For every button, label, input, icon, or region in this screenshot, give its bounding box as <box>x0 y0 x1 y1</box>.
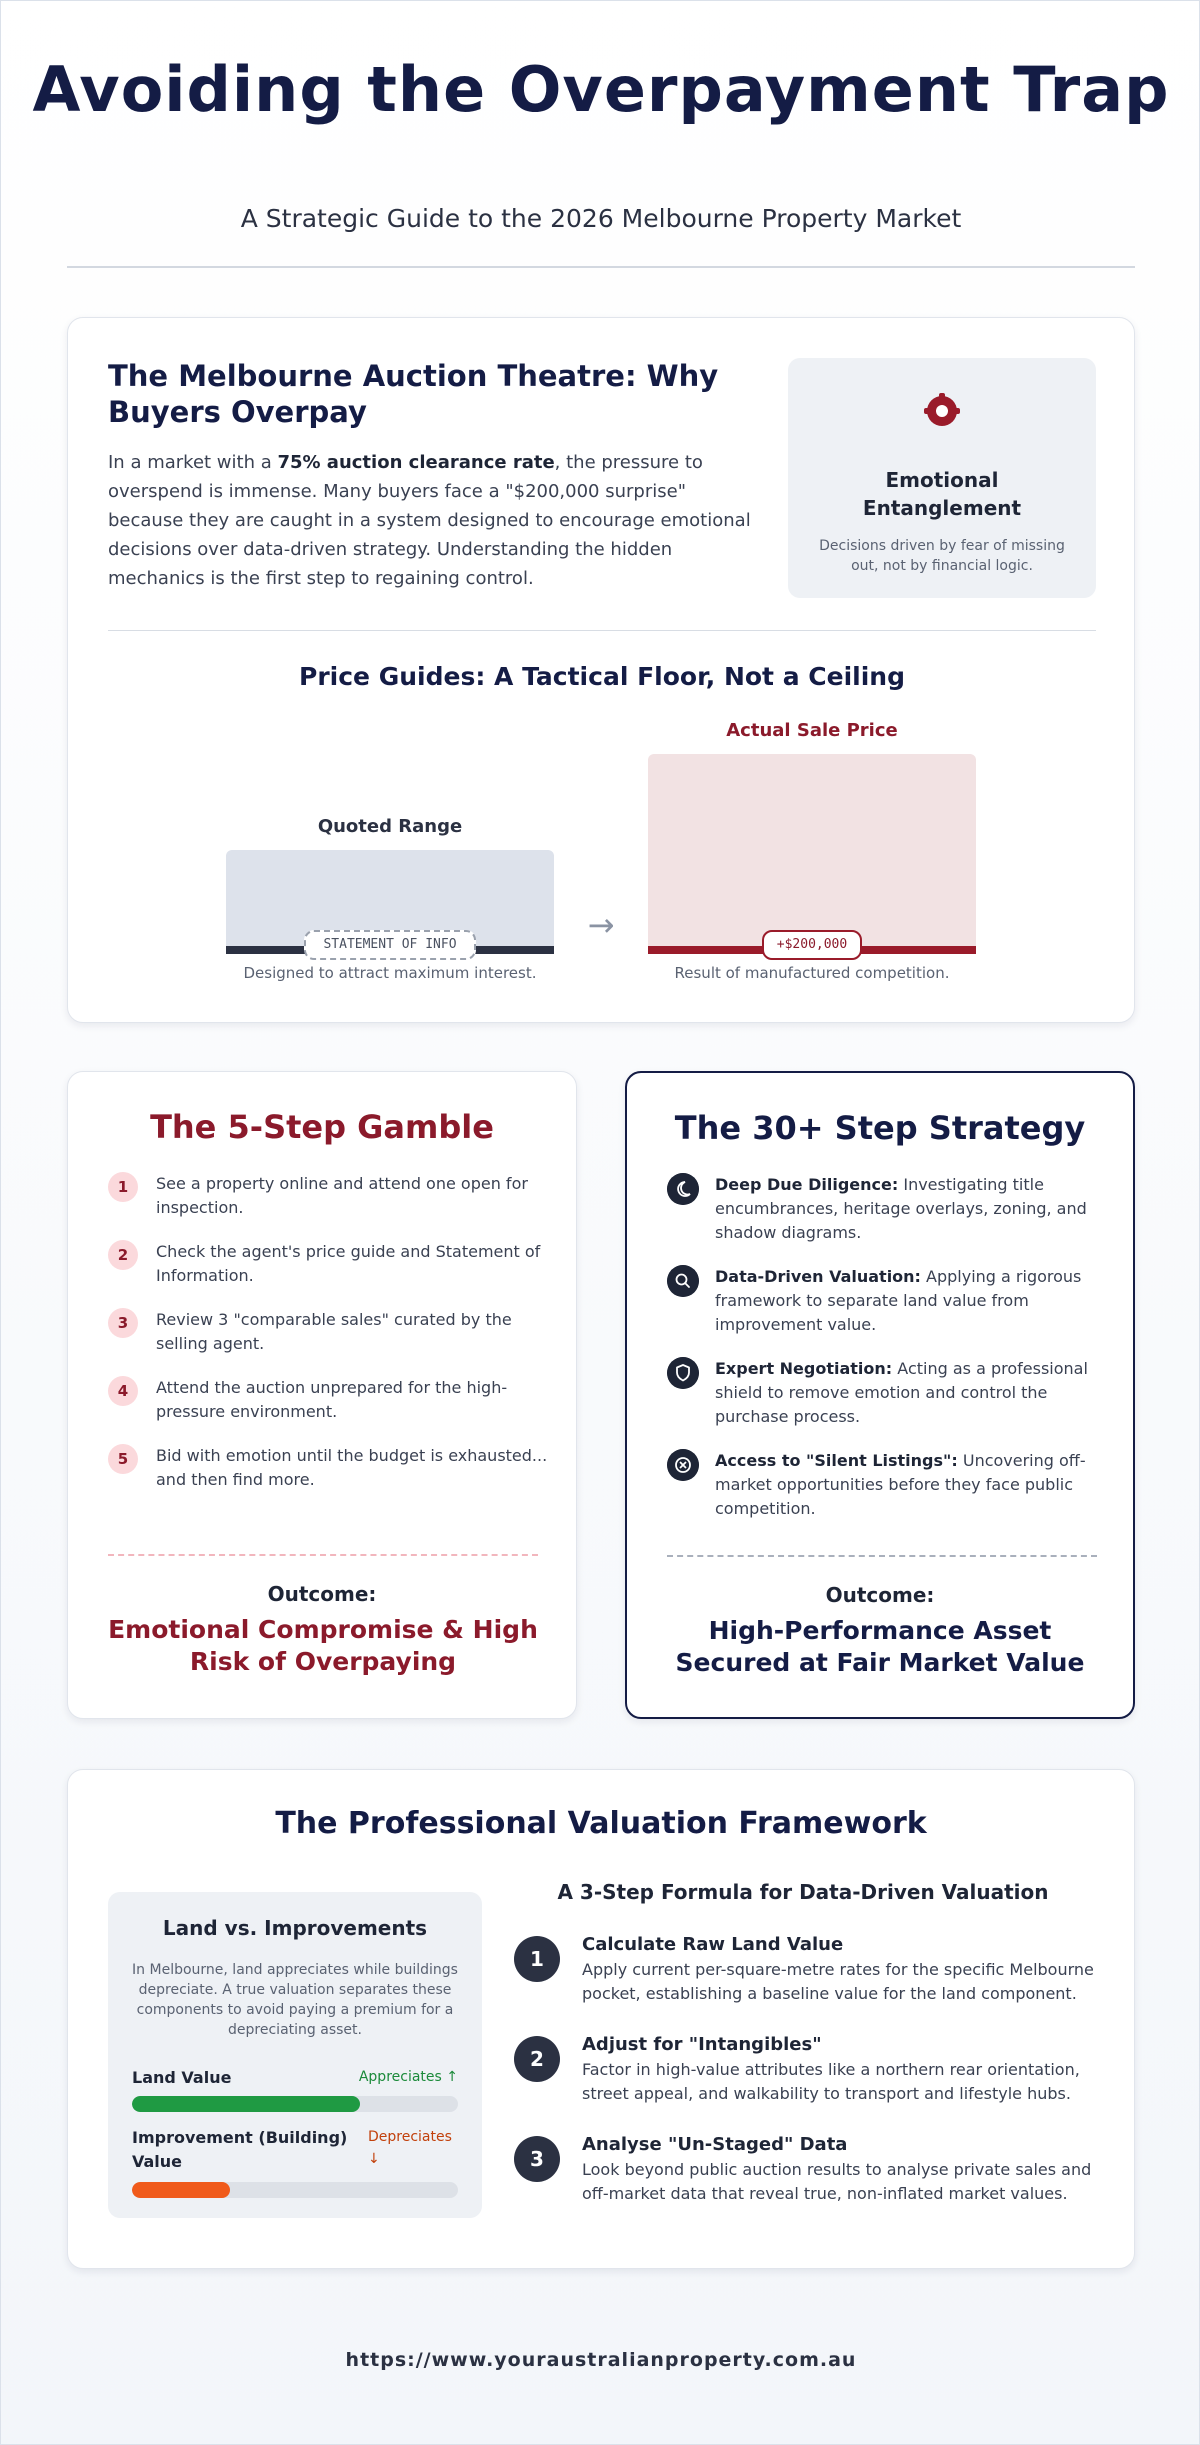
formula-step-text: Look beyond public auction results to analyse private sales and off-market data that reveal true, non-inflated market values. <box>582 2160 1092 2203</box>
strategy-item <box>667 1265 1107 1357</box>
heart-lock-icon <box>919 388 965 434</box>
formula-step-text: Apply current per-square-metre rates for the specific Melbourne pocket, establishing a baseline value for the land component. <box>582 1960 1094 2003</box>
step-text: See a property online and attend one open for inspection. <box>156 1174 528 1217</box>
shield-icon <box>667 1357 699 1389</box>
thirty-step-strategy-title: The 30+ Step Strategy <box>674 1109 1086 1147</box>
gamble-step <box>108 1240 548 1308</box>
gamble-step <box>108 1308 548 1376</box>
strategy-item <box>667 1357 1107 1449</box>
actual-sale-price-bar <box>648 754 976 954</box>
thirty-step-strategy-card <box>625 1071 1135 1719</box>
strategy-list <box>667 1173 1107 1541</box>
formula-steps-list <box>514 1932 1104 2222</box>
formula-step-title: Adjust for "Intangibles" <box>582 2034 822 2055</box>
strategy-item-text: Applying a rigorous framework to separate land value from improvement value. <box>715 1267 1082 1334</box>
five-step-gamble-title: The 5-Step Gamble <box>150 1108 494 1146</box>
strategy-outcome: High-Performance Asset Secured at Fair Market Value <box>675 1616 1085 1677</box>
x-circle-icon <box>667 1449 699 1481</box>
strategy-item-text: Acting as a professional shield to remove emotion and control the purchase process. <box>715 1359 1088 1426</box>
land-vs-improvements-title: Land vs. Improvements <box>162 1916 428 1940</box>
strategy-item-title: Deep Due Diligence: <box>715 1175 899 1194</box>
land-vs-improvements-text: In Melbourne, land appreciates while buildings depreciate. A true valuation separates these components to avoid paying a premium for a depreciating asset. <box>132 1962 458 2038</box>
page-subtitle: A Strategic Guide to the 2026 Melbourne Property Market <box>240 204 962 233</box>
meter-track <box>132 2182 458 2198</box>
auction-theatre-body <box>108 448 758 593</box>
formula-step <box>514 2032 1104 2132</box>
step-number: 1 <box>108 1172 138 1202</box>
gamble-step <box>108 1172 548 1240</box>
formula-step-number: 1 <box>514 1936 560 1982</box>
outcome-label: Outcome: <box>825 1583 935 1607</box>
step-text: Attend the auction unprepared for the high-pressure environment. <box>156 1378 508 1421</box>
formula-step <box>514 2132 1104 2222</box>
formula-title: A 3-Step Formula for Data-Driven Valuation <box>557 1880 1049 1904</box>
strategy-item <box>667 1449 1107 1541</box>
strategy-item-title: Expert Negotiation: <box>715 1359 893 1378</box>
moon-icon <box>667 1173 699 1205</box>
formula-step-title: Calculate Raw Land Value <box>582 1934 844 1955</box>
step-text: Review 3 "comparable sales" curated by the selling agent. <box>156 1310 512 1353</box>
price-guides-title: Price Guides: A Tactical Floor, Not a Ceiling <box>299 662 905 691</box>
statement-of-info-tag: STATEMENT OF INFO <box>304 930 476 960</box>
meter-status: Depreciates ↓ <box>368 2129 452 2167</box>
section-divider <box>108 630 1096 631</box>
meter-label: Improvement (Building) Value <box>132 2128 348 2171</box>
step-number: 3 <box>108 1308 138 1338</box>
step-text: Check the agent's price guide and Statement of Information. <box>156 1242 541 1285</box>
emotional-entanglement-title: Emotional Entanglement <box>862 468 1022 520</box>
five-step-gamble-card <box>67 1071 577 1719</box>
meter-track <box>132 2096 458 2112</box>
arrow-right-icon: → <box>587 906 615 944</box>
emotional-entanglement-text: Decisions driven by fear of missing out, not by financial logic. <box>819 538 1065 574</box>
formula-step <box>514 1932 1104 2032</box>
formula-step-number: 2 <box>514 2036 560 2082</box>
formula-step-text: Factor in high-value attributes like a northern rear orientation, street appeal, and walkability to transport and lifestyle hubs. <box>582 2060 1080 2103</box>
emotional-entanglement-box <box>788 358 1096 598</box>
gamble-step <box>108 1444 548 1512</box>
meter-fill <box>132 2096 360 2112</box>
actual-sale-price-caption: Result of manufactured competition. <box>674 964 950 982</box>
outcome-label: Outcome: <box>267 1582 377 1606</box>
strategy-item-title: Access to "Silent Listings": <box>715 1451 958 1470</box>
body-text-start: In a market with a <box>108 452 278 473</box>
strategy-item-text: Investigating title encumbrances, heritage overlays, zoning, and shadow diagrams. <box>715 1175 1087 1242</box>
step-number: 2 <box>108 1240 138 1270</box>
page-title: Avoiding the Overpayment Trap <box>32 53 1170 126</box>
body-text-end: , the pressure to overspend is immense. Many buyers face a "$200,000 surprise" because they are caught in a system designed to encourage emotional decisions over data-driven strategy. Understanding the hidden mechanics is the first step to regaining control. <box>108 452 751 589</box>
gamble-steps-list <box>108 1172 548 1512</box>
footer-website-link[interactable]: https://www.youraustralianproperty.com.au <box>345 2349 857 2371</box>
meter-fill <box>132 2182 230 2198</box>
outcome-divider <box>667 1555 1097 1557</box>
valuation-framework-card <box>67 1769 1135 2269</box>
formula-step-number: 3 <box>514 2136 560 2182</box>
step-number: 4 <box>108 1376 138 1406</box>
auction-theatre-card <box>67 317 1135 1023</box>
valuation-framework-title: The Professional Valuation Framework <box>275 1806 927 1841</box>
clearance-rate-highlight: 75% auction clearance rate <box>277 452 555 473</box>
strategy-item <box>667 1173 1107 1265</box>
actual-sale-price-label: Actual Sale Price <box>726 720 898 741</box>
meter-label: Land Value <box>132 2068 232 2087</box>
header-divider <box>67 266 1135 268</box>
meter-status: Appreciates ↑ <box>358 2069 458 2085</box>
formula-step-title: Analyse "Un-Staged" Data <box>582 2134 848 2155</box>
quoted-range-label: Quoted Range <box>317 816 463 837</box>
quoted-range-caption: Designed to attract maximum interest. <box>243 964 537 982</box>
auction-theatre-title: The Melbourne Auction Theatre: Why Buyers Overpay <box>108 359 719 429</box>
overpayment-tag: +$200,000 <box>762 930 862 960</box>
land-vs-improvements-box <box>108 1892 482 2218</box>
search-icon <box>667 1265 699 1297</box>
strategy-item-text: Uncovering off-market opportunities before they face public competition. <box>715 1451 1086 1518</box>
strategy-item-title: Data-Driven Valuation: <box>715 1267 921 1286</box>
step-number: 5 <box>108 1444 138 1474</box>
gamble-step <box>108 1376 548 1444</box>
gamble-outcome: Emotional Compromise & High Risk of Overpaying <box>108 1615 538 1676</box>
infographic-page <box>1 1 1200 2445</box>
outcome-divider <box>108 1554 538 1556</box>
step-text: Bid with emotion until the budget is exhausted... and then find more. <box>156 1446 548 1489</box>
